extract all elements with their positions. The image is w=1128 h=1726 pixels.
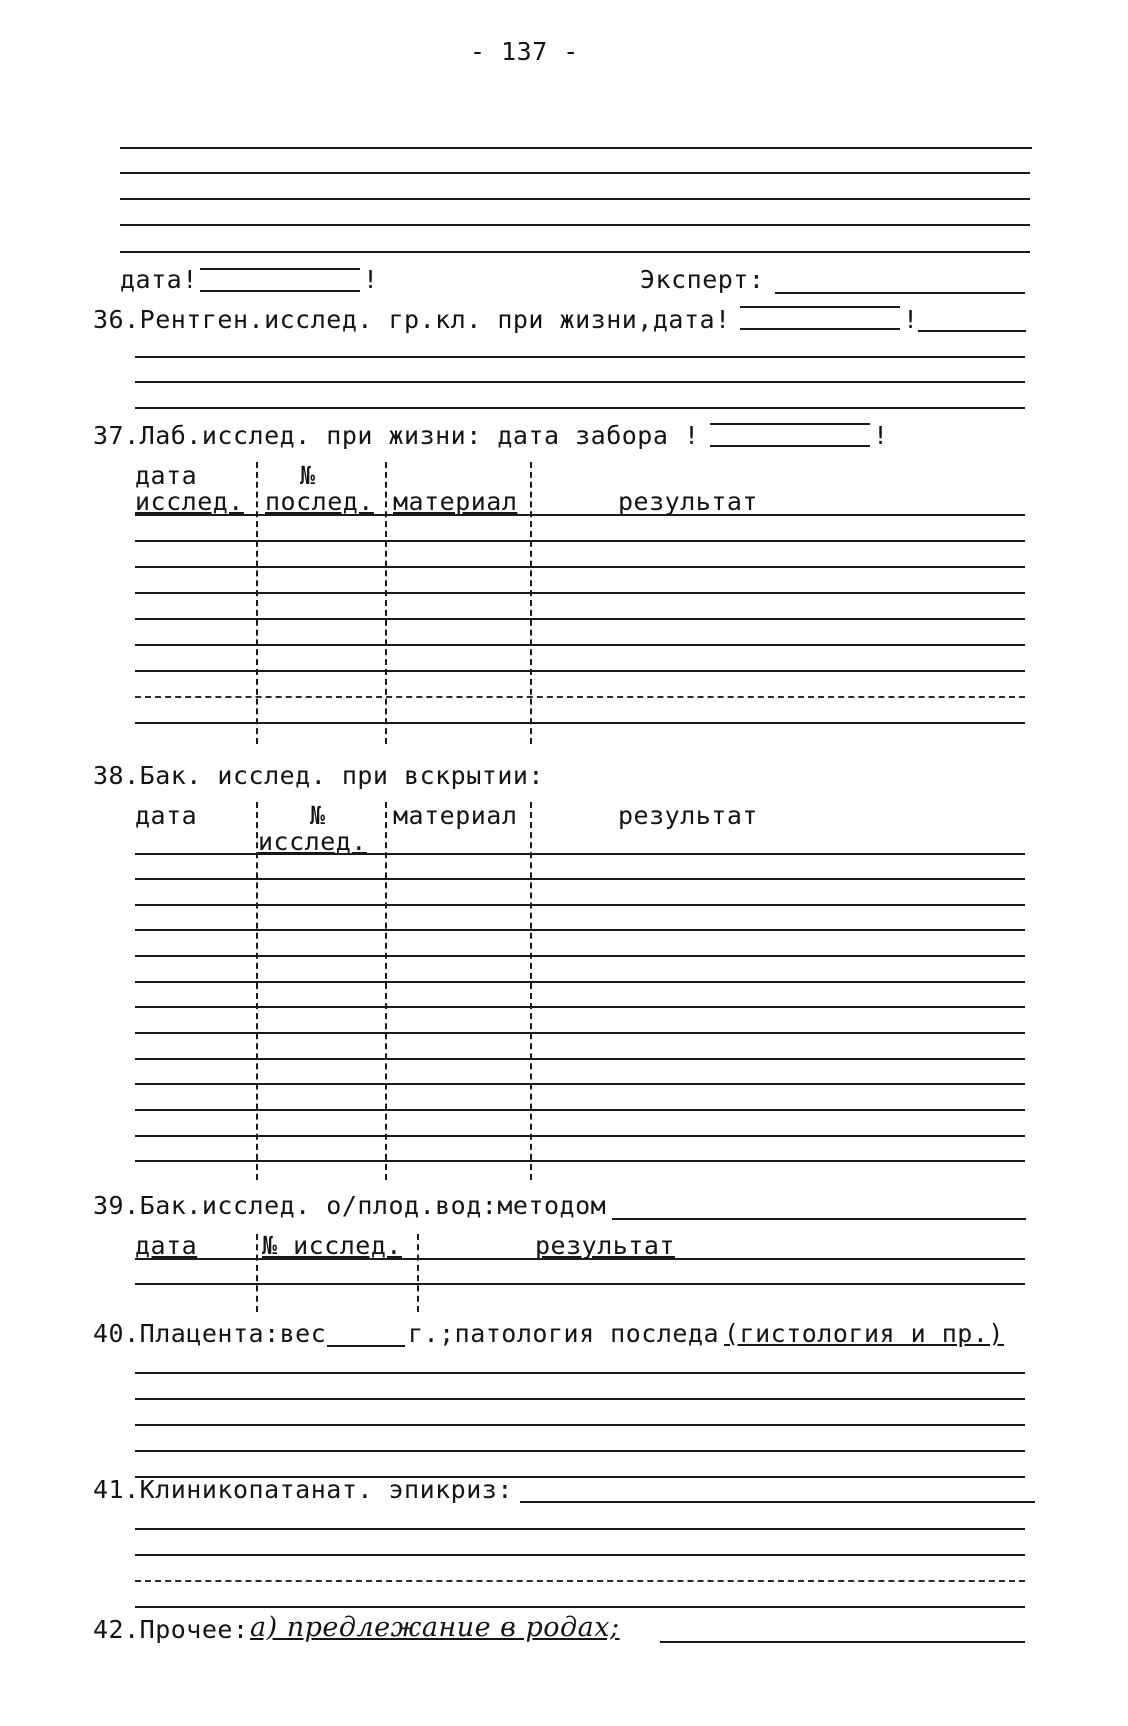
s38-col-num-2: исслед. — [258, 827, 367, 856]
s40-label-c: (гистология и пр.) — [724, 1319, 1004, 1348]
table-row-line — [135, 878, 1025, 880]
ruled-line — [135, 356, 1025, 358]
s37-col-date-2: исслед. — [135, 487, 244, 516]
s40-label-b: г.;патология последа — [408, 1319, 720, 1348]
ruled-line — [120, 251, 1030, 253]
s39-col-date: дата — [135, 1231, 198, 1260]
expert-label: Эксперт: — [640, 265, 765, 294]
ruled-line — [135, 1528, 1025, 1530]
table-row-line — [135, 566, 1025, 568]
s38-col-divider — [530, 802, 532, 1180]
ruled-line — [135, 1372, 1025, 1374]
table-row-line — [135, 1083, 1025, 1085]
ruled-line — [135, 1424, 1025, 1426]
table-row-line — [135, 1283, 1025, 1285]
table-row-line — [135, 1109, 1025, 1111]
expert-signature-line[interactable] — [775, 292, 1025, 294]
table-row-line — [135, 644, 1025, 646]
s38-col-date: дата — [135, 801, 198, 830]
ruled-line — [120, 172, 1030, 174]
s40-weight-line[interactable] — [327, 1345, 405, 1347]
ruled-line — [135, 1580, 1025, 1582]
s39-label: 39.Бак.исслед. о/плод.вод:методом — [93, 1191, 607, 1220]
table-row-line — [135, 929, 1025, 931]
s40-label: 40.Плацента:вес — [93, 1319, 327, 1348]
ruled-line — [120, 147, 1032, 149]
table-row-line — [135, 853, 1025, 855]
s42-label: 42.Прочее: — [93, 1615, 249, 1644]
ruled-line — [135, 407, 1025, 409]
s37-date-field[interactable] — [710, 423, 870, 447]
ruled-line — [120, 224, 1030, 226]
s42-handwritten: а) предлежание в родах; — [250, 1612, 620, 1643]
table-row-line — [135, 1058, 1025, 1060]
table-row-line — [135, 618, 1025, 620]
s37-col-num: № — [300, 461, 316, 490]
s41-label: 41.Клиникопатанат. эпикриз: — [93, 1475, 513, 1504]
page-number: - 137 - — [470, 37, 579, 66]
s37-col-date: дата — [135, 461, 198, 490]
s36-date-field[interactable] — [740, 306, 900, 330]
s36-label: 36.Рентген.исслед. гр.кл. при жизни,дата! — [93, 305, 731, 334]
s37-label: 37.Лаб.исслед. при жизни: дата забора ! — [93, 421, 700, 450]
s38-col-result: результат — [618, 801, 758, 830]
s38-col-num: № — [310, 801, 326, 830]
ruled-line — [135, 1554, 1025, 1556]
s37-col-divider — [256, 462, 258, 744]
table-row-line — [135, 981, 1025, 983]
table-row-line — [135, 722, 1025, 724]
table-row-line — [135, 592, 1025, 594]
s38-label: 38.Бак. исслед. при вскрытии: — [93, 761, 544, 790]
s37-col-divider — [385, 462, 387, 744]
expert-date-close: ! — [363, 265, 379, 294]
s37-close: ! — [873, 421, 889, 450]
table-row-line — [135, 1032, 1025, 1034]
table-row-line — [135, 1006, 1025, 1008]
ruled-line — [135, 1258, 1025, 1260]
table-row-line — [135, 904, 1025, 906]
s36-close: ! — [903, 305, 919, 334]
ruled-line — [135, 1606, 1025, 1608]
s39-col-divider — [417, 1234, 419, 1312]
ruled-line — [135, 1450, 1025, 1452]
table-row-line — [135, 955, 1025, 957]
s39-method-line[interactable] — [612, 1218, 1026, 1220]
table-row-line — [135, 696, 1025, 698]
s39-col-num: № исслед. — [262, 1231, 402, 1260]
ruled-line — [120, 198, 1030, 200]
s38-col-divider — [385, 802, 387, 1180]
table-row-line — [135, 514, 1025, 516]
s38-col-material: материал — [393, 801, 518, 830]
ruled-line — [918, 330, 1026, 332]
s39-col-divider — [256, 1234, 258, 1312]
s37-col-divider — [530, 462, 532, 744]
ruled-line — [135, 1398, 1025, 1400]
ruled-line — [135, 381, 1025, 383]
table-row-line — [135, 1135, 1025, 1137]
expert-date-field[interactable] — [200, 268, 360, 292]
expert-date-label: дата! — [120, 265, 198, 294]
s37-col-material: материал — [393, 487, 518, 516]
s42-line[interactable] — [660, 1641, 1025, 1643]
table-row-line — [135, 540, 1025, 542]
s39-col-result: результат — [535, 1231, 675, 1260]
s41-line[interactable] — [520, 1501, 1035, 1503]
s37-col-result: результат — [618, 487, 758, 516]
s38-col-divider — [256, 802, 258, 1180]
table-row-line — [135, 1160, 1025, 1162]
table-row-line — [135, 670, 1025, 672]
s37-col-num-2: послед. — [265, 487, 374, 516]
